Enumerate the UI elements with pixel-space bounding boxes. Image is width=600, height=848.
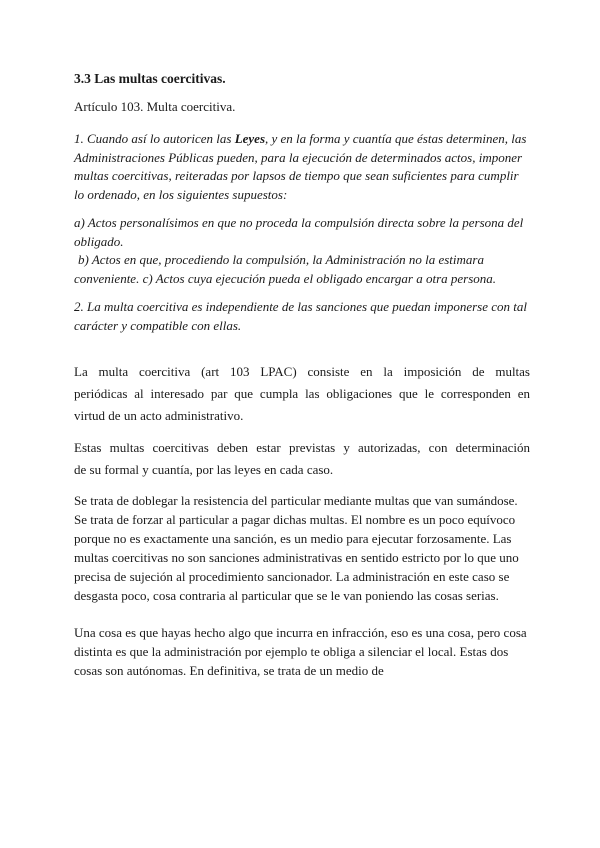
body-paragraph-2-line-1: Estas multas coercitivas deben estar previstas y autorizadas, con determinación — [74, 440, 530, 455]
article-paragraph-1 — [74, 130, 530, 204]
body-paragraph-3: Se trata de doblegar la resistencia del particular mediante multas que van sumándose. Se trata de forzar al particular a pagar dichas multas. El nombre es un poco equívoco porque no es exactamente una sanción, es un medio para ejecutar forzosamente. Las multas coercitivas no son sanciones administrativas en sentido estricto por lo que uno precisa de sujeción al procedimiento sancionador. La administración en este caso se desgasta poco, cosa contraria al particular que se le van poniendo las cosas serias. — [74, 493, 519, 603]
article-paragraph-1-end: , y en la forma y cuantía que éstas determinen, las Administraciones Públicas pueden, para la ejecución de determinados actos, imponer multas coercitivas, reiteradas por lapsos de tiempo que sean suficientes para cumplir lo ordenado, en los siguientes supuestos: — [74, 131, 527, 202]
article-title: Artículo 103. Multa coercitiva. — [74, 99, 236, 114]
body-paragraph-4: Una cosa es que hayas hecho algo que incurra en infracción, eso es una cosa, pero cosa distinta es que la administración por ejemplo te obliga a silenciar el local. Estas dos cosas son autónomas. En definitiva, se trata de un medio de — [74, 625, 527, 678]
article-item-bc: b) Actos en que, procediendo la compulsión, la Administración no la estimara conveniente. c) Actos cuya ejecución pueda el obligado encargar a otra persona. — [74, 252, 497, 286]
body-paragraph-2-line-2: de su formal y cuantía, por las leyes en cada caso. — [74, 462, 334, 477]
body-paragraph-1-line-3: virtud de un acto administrativo. — [74, 408, 244, 423]
laws-link-text: Leyes — [234, 131, 266, 146]
body-paragraph-2 — [74, 437, 530, 481]
body-paragraph-1-line-2: periódicas al interesado par que cumpla las obligaciones que le corresponden en — [74, 386, 530, 401]
body-paragraph-1 — [74, 361, 530, 427]
body-paragraph-1-line-1: La multa coercitiva (art 103 LPAC) consiste en la imposición de multas — [74, 364, 530, 379]
document-page — [74, 70, 530, 690]
article-paragraph-1-start: 1. Cuando así lo autoricen las — [74, 131, 235, 146]
section-heading: 3.3 Las multas coercitivas. — [74, 71, 226, 86]
article-paragraph-2: 2. La multa coercitiva es independiente de las sanciones que puedan imponerse con tal carácter y compatible con ellas. — [74, 299, 527, 333]
article-item-a: a) Actos personalísimos en que no proceda la compulsión directa sobre la persona del obligado. — [74, 215, 524, 249]
